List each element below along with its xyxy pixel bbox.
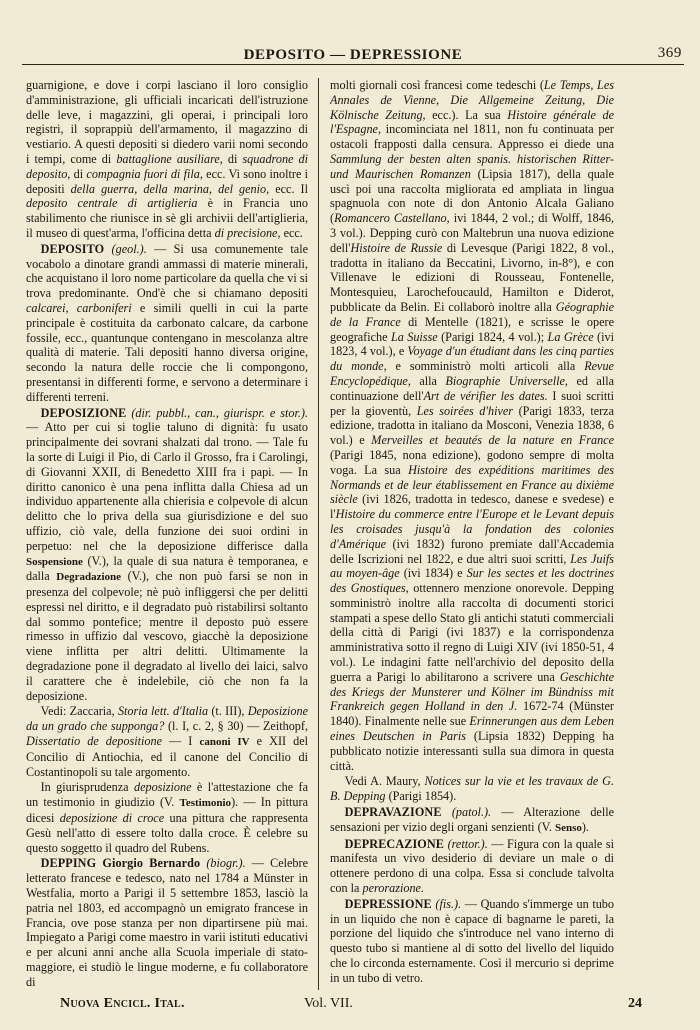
footer-volume: Vol. VII. (304, 996, 353, 1011)
entry-deprecazione: DEPRECAZIONE (rettor.). — Figura con la quale si manifesta un vivo desiderio di deviare un male o di ottenere perdono di una colpa. Essa si conclude talvolta con la perorazione. (330, 836, 614, 896)
paragraph-deposito-military: guarnigione, e dove i corpi lasciano il loro consiglio d'amministrazione, gli ufficiali incaricati dell'istruzione delle leve, i magazzini, gli operai, i principali loro registri, il soprappiù dell'armamento, il magazzino di vestiario. A questi depositi si diedero varii nomi secondo i tempi, come di battaglione ausiliare, di squadrone di deposito, di compagnia fuori di fila, ecc. Vi sono inoltre i depositi della guerra, della marina, del genio, ecc. Il deposito centrale di artiglieria è in Francia uno stabilimento che riunisce in sè gli archivii dell'artiglieria, il museo di quest'arma, l'officina detta di precisione, ecc. (26, 78, 308, 240)
paragraph-depping-continued: molti giornali così francesi come tedeschi (Le Temps, Les Annales de Vienne, Die Allgemeine Zeitung, Die Kölnische Zeitung, ecc.). La sua Histoire générale de l'Espagne, incominciata nel 1811, non fu continuata per ostacoli frapposti dalla censura. Appresso ei diede una Sammlung der besten alten spanis. historischen Ritter- und Maurischen Romanzen (Lipsia 1817), della quale uscì poi una raccolta migliorata ed ampliata in lingua spagnuola con note di don Antonio Alcala Galiano (Romancero Castellano, ivi 1844, 2 vol.; di Wolff, 1846, 3 vol.). Depping curò con Maltebrun una nuova edizione dell'Histoire de Russie di Levesque (Parigi 1822, 8 vol., tradotta in italiano da Beccatini, Livorno, in-8°), e con Villenave le edizioni di Rousseau, Fontenelle, Montesquieu, Larochefoucauld, Hamilton e Diderot, pubblicate da Belin. Ei collaborò inoltre alla Géographie de la France di Mentelle (1821), e scrisse le opere geografiche La Suisse (Parigi 1824, 4 vol.); La Grèce (ivi 1823, 4 vol.), e Voyage d'un étudiant dans les cinq parties du monde, e somministrò molti articoli alla Revue Encyclopédique, alla Biographie Universelle, ed alla continuazione dell'Art de vérifier les dates. I suoi scritti per la gioventù, Les soirées d'hiver (Parigi 1833, terza edizione, tradotta in italiano da Mosconi, Venezia 1838, 6 vol.) e Merveilles et beautés de la nature en France (Parigi 1845, nona edizione), godono sempre di molta voga. La sua Histoire des expéditions maritimes des Normands et de leur établissement en France au dixième siècle (ivi 1826, tradotta in tedesco, danese e svedese) e l'Histoire du commerce entre l'Europe et le Levant depuis les croisades jusqu'à la fondation des colonies d'Amérique (ivi 1832) furono premiate dall'Accademia delle Iscrizioni nel 1822, e due altri suoi scritti, Les Juifs au moyen-âge (ivi 1834) e Sur les sectes et les doctrines des Gnostiques, ottennero menzione onorevole. Depping somministrò inoltre alla raccolta di documenti storici stampati a spese dello Stato gli antichi statuti commerciali della città di Parigi (ivi 1837) e la corrispondenza amministrativa sotto il regno di Luigi XIV (ivi 1850-51, 4 vol.). Le indagini fatte nell'archivio del deposito della guerra a Parigi lo abilitarono a scrivere una Geschichte des Kriegs der Munsterer und Kölner im Bündniss mit Frankreich gegen Holland in den J. 1672-74 (Münster 1840). Finalmente nelle sue Erinnerungen aus dem Leben eines Deutschen in Paris (Lipsia 1832) Depping ha pubblicato notizie interessanti sulla sua dimora in questa città. (330, 78, 614, 773)
entry-deposizione: DEPOSIZIONE (dir. pubbl., can., giurispr. e stor.). — Atto per cui si toglie taluno di dignità: fu usato principalmente dei sovrani shalzati dal trono. — Tale fu la sorte di Luigi il Pio, di Carlo il Grosso, fra i Carolingi, di Giovanni XXII, di Benedetto XIII fra i papi. — In diritto canonico è una pena inflitta dalla Chiesa ad un individuo appartenente alla chierisia e colpevole di alcun delitto che lo priva della sua giurisdizione e del suo uffizio, ciò vale, della funzione dei suoi ordini in perpetuo: nel che la deposizione differisce dalla Sospensione (V.), la quale di sua natura è temporanea, e dalla Degradazione (V.), che non può farsi se non in presenza del colpevole; nè può infliggersi che per delitti espressi nel diritto, e il degradato può ristabilirsi soltanto dal sommo pontefice; mentre il deposto può essere rimesso in uffizio dal vescovo, giacchè la deposizione viene inflitta per altri delitti. Ultimamente la degradazione pone il degradato al livello dei laici, salvo il carattere che è indelebile, ciò che non fa la deposizione. (26, 405, 308, 703)
entry-depping: DEPPING Giorgio Bernardo (biogr.). — Celebre letterato francese e tedesco, nato nel 1784 a Münster in Westfalia, morto a Parigi il 5 settembre 1853, lasciò la patria nel 1803, ed accompagnò un emigrato francese in Francia, ove pose stanza per non dipartirsene più mai. Impiegato a Parigi come maestro in varii istituti educativi e per alcuni anni anche alla Scuola imperiale di stato-maggiore, ei studiò le lingue moderne, e fu collaboratore di (26, 856, 308, 989)
right-column (330, 78, 614, 990)
entry-depravazione: DEPRAVAZIONE (patol.). — Alterazione delle sensazioni per vizio degli organi senzienti (V. Senso). (330, 805, 614, 834)
footer-signature: 24 (628, 996, 642, 1011)
page-number: 369 (657, 45, 682, 61)
paragraph-deposizione-refs: Vedi: Zaccaria, Storia lett. d'Italia (t. III), Deposizione da un grado che supponga? (l. I, c. 2, § 30) — Zeithopf, Dissertatio de depositione — I canoni IV e XII del Concilio di Antiochia, ed il canone del Concilio di Costantinopoli su tale argomento. (26, 704, 308, 779)
entry-headword: DEPPING Giorgio Bernardo (40, 856, 201, 871)
running-header (22, 40, 684, 65)
entry-depressione: DEPRESSIONE (fis.). — Quando s'immerge un tubo in un liquido che non è capace di bagnarne le pareti, la porzione del liquido che s'introduce nel vano interno di questo tubo si mantiene al di sotto del livello del liquido che lo circonda esternamente. Così il mercurio si deprime in un tubo di vetro. (330, 896, 614, 985)
left-column (26, 78, 308, 990)
paragraph-depping-refs: Vedi A. Maury, Notices sur la vie et les travaux de G. B. Depping (Parigi 1854). (330, 774, 614, 804)
entry-headword: DEPOSIZIONE (40, 405, 127, 420)
entry-headword: DEPRECAZIONE (344, 836, 445, 851)
entry-headword: DEPRAVAZIONE (344, 805, 442, 820)
footer-publication: Nuova Encicl. Ital. (60, 996, 185, 1011)
page-footer (60, 996, 642, 1016)
column-divider (318, 78, 319, 990)
paragraph-deposizione-giurisprudenza: In giurisprudenza deposizione è l'attestazione che fa un testimonio in giudizio (V. Testimonio). — In pittura dicesi deposizione di croce una pittura che rappresenta Gesù nell'atto di essere tolto dalla croce. È celebre su questo soggetto il quadro del Rubens. (26, 780, 308, 855)
entry-headword: DEPOSITO (40, 241, 105, 256)
entry-headword: DEPRESSIONE (344, 896, 432, 911)
page-title: DEPOSITO — DEPRESSIONE (243, 47, 463, 63)
entry-deposito-geol: DEPOSITO (geol.). — Si usa comunemente tale vocabolo a dinotare grandi ammassi di materie minerali, che acquistano il loro nome particolare da quella che vi si trova predominante. Ond'è che si chiamano depositi calcarei, carboniferi e simili quelli in cui la parte principale è costituita da carbonato calcare, da carbone fossile, ecc., quantunque contengano in mescolanza altre qualità di materie. Tali depositi hanno diversa origine, secondo la natura delle roccie che li compongono, presentansi in differenti forme, e servono a determinare i differenti terreni. (26, 241, 308, 404)
